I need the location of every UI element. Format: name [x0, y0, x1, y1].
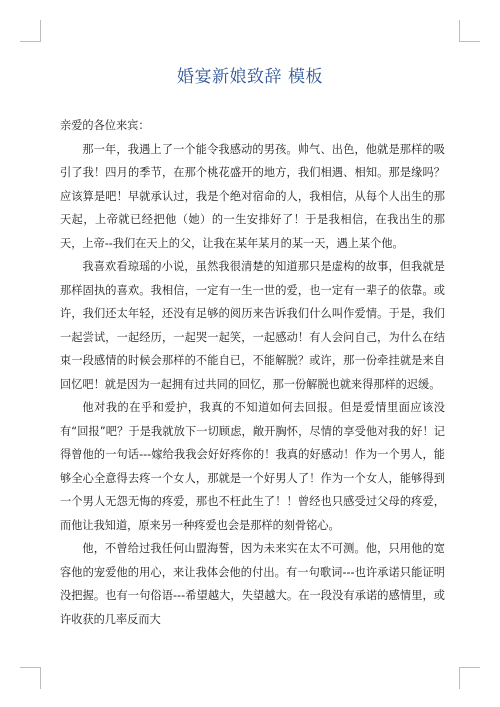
greeting: 亲爱的各位来宾：: [60, 119, 150, 132]
crop-mark: [20, 667, 41, 668]
document-title: 婚宴新娘致辞 模板: [177, 67, 323, 87]
paragraph-4: 他，不曾给过我任何山盟海誓，因为未来实在太不可测。他，只用他的宽容他的宠爱他的用心，来让我体会他的付出。有一句歌词---也许承诺只能证明没把握。也有一句俗语---希望越大，失望越大。在一段没有承诺的感情里，或许收获的几率反而大: [60, 542, 445, 626]
crop-mark: [459, 41, 480, 42]
crop-mark: [459, 667, 480, 668]
paragraph-2: 我喜欢看琼瑶的小说，虽然我很清楚的知道那只是虚构的故事，但我就是那样固执的喜欢。我相信，一定有一生一世的爱，也一定有一辈子的依靠。或许，我们还太年轻，还没有足够的阅历来告诉我们什么叫作爱情。于是，我们一起尝试，一起经历，一起哭一起笑，一起感动！有人会问自己，为什么在结束一段感情的时候会那样的不能自已，不能解脱？或许，那一份牵挂就是来自回忆吧！就是因为一起拥有过共同的回忆，那一份解脱也就来得那样的迟缓。: [60, 260, 445, 391]
crop-mark: [459, 20, 460, 42]
paragraph-3: 他对我的在乎和爱护，我真的不知道如何去回报。但是爱情里面应该没有“回报”吧？于是我就放下一切顾虑，敞开胸怀，尽情的享受他对我的好！记得曾他的一句话---嫁给我我会好好疼你的！我真的好感动！作为一个男人，能够全心全意得去疼一个女人，那就是一个好男人了！作为一个女人，能够得到一个男人无怨无悔的疼爱，那也不枉此生了！！曾经也只感受过父母的疼爱，而他让我知道，原来另一种疼爱也会是那样的刻骨铭心。: [60, 401, 445, 532]
crop-mark: [40, 667, 41, 689]
crop-mark: [459, 667, 460, 689]
document-body: [60, 114, 445, 631]
crop-mark: [40, 20, 41, 42]
paragraph-1: 那一年，我遇上了一个能令我感动的男孩。帅气、出色，他就是那样的吸引了我！四月的季节，在那个桃花盛开的地方，我们相遇、相知。那是缘吗？应该算是吧！早就承认过，我是个绝对宿命的人，我相信，从每个人出生的那天起，上帝就已经把他（她）的一生安排好了！于是我相信，在我出生的那天，上帝--我们在天上的父，让我在某年某月的某一天，遇上某个他。: [60, 142, 445, 250]
crop-mark: [20, 41, 41, 42]
